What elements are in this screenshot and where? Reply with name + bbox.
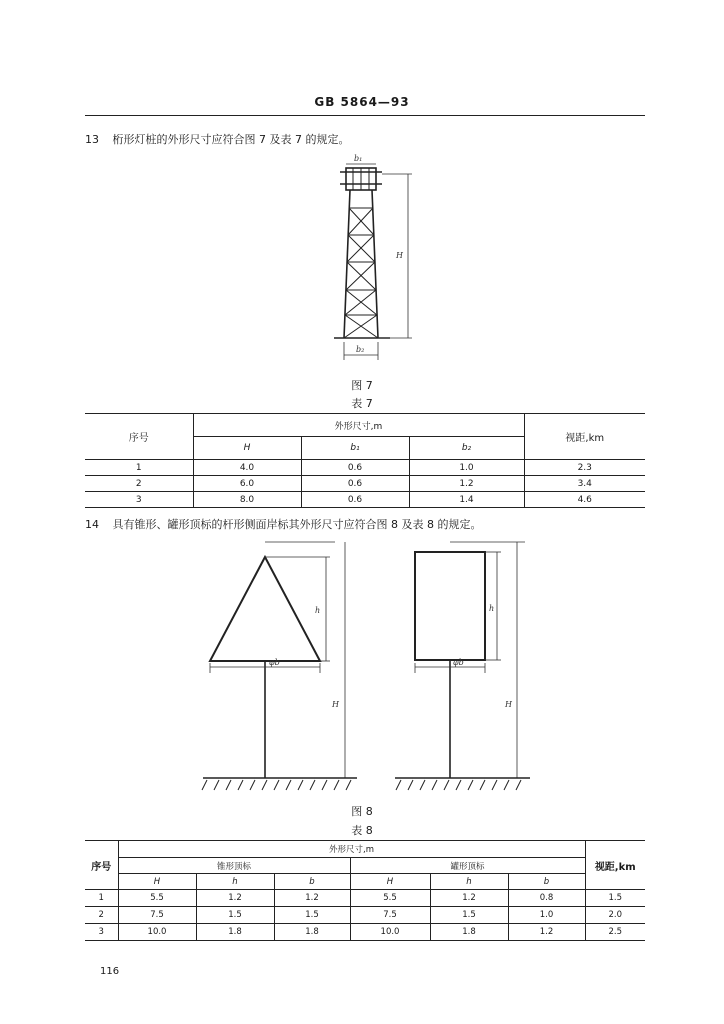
t8-cell: 2 <box>85 907 118 924</box>
t8-cell: 2.5 <box>585 924 645 941</box>
clause-13-number: 13 <box>85 133 99 146</box>
fig7-label-H: H <box>396 251 403 260</box>
t8-cell: 5.5 <box>118 890 196 907</box>
figure-8-caption: 图 8 <box>351 805 373 818</box>
t7-header-range: 视距,km <box>524 414 645 460</box>
t8-cell: 7.5 <box>350 907 430 924</box>
can-topmark-beacon <box>395 542 530 790</box>
table-row <box>85 460 645 476</box>
table-row <box>85 476 645 492</box>
t7-cell: 0.6 <box>301 476 409 492</box>
t8-cell: 1.8 <box>274 924 350 941</box>
t8-cell: 3 <box>98 927 104 937</box>
t7-cell: 8.0 <box>193 492 301 508</box>
clause-14-number: 14 <box>85 518 99 531</box>
t7-cell: 1.0 <box>409 460 524 476</box>
t8-cell: 2.0 <box>585 907 645 924</box>
table-8-title: 表 8 <box>351 824 373 837</box>
figure-8-beacons <box>195 535 545 800</box>
t7-cell: 6.0 <box>193 476 301 492</box>
t8-header-cone: 锥形顶标 <box>118 858 350 874</box>
table-row <box>85 890 645 907</box>
t8-header-can-h: h <box>430 874 508 890</box>
table-8 <box>85 840 645 941</box>
t7-cell: 2.3 <box>524 460 645 476</box>
t8-cell: 7.5 <box>118 907 196 924</box>
t8-cell: 1.2 <box>508 924 585 941</box>
fig8-cone-label-h: h <box>315 606 321 615</box>
t8-cell: 1.2 <box>430 890 508 907</box>
page-number: 116 <box>100 966 120 977</box>
t7-cell: 1.2 <box>409 476 524 492</box>
standard-header: GB 5864—93 <box>314 95 410 109</box>
t7-cell: 1.4 <box>409 492 524 508</box>
t7-header-b2: b₂ <box>409 437 524 460</box>
clause-14-text: 具有锥形、罐形顶标的杆形侧面岸标其外形尺寸应符合图 8 及表 8 的规定。 <box>112 518 482 531</box>
t7-cell: 0.6 <box>301 460 409 476</box>
t8-cell: 1.8 <box>196 924 274 941</box>
t8-cell: 10.0 <box>350 924 430 941</box>
t8-header-can: 罐形顶标 <box>350 858 585 874</box>
clause-13 <box>85 131 349 147</box>
t8-cell: 1.5 <box>196 907 274 924</box>
table-row <box>85 492 645 508</box>
table-row <box>85 924 645 941</box>
t7-cell: 1 <box>85 460 193 476</box>
t7-cell: 2 <box>85 476 193 492</box>
fig7-label-b1: b₁ <box>354 154 363 163</box>
t8-header-seq: 序号 <box>85 841 118 890</box>
table-7-title: 表 7 <box>351 397 373 410</box>
t8-cell: 1.8 <box>430 924 508 941</box>
t8-cell: 1 <box>85 890 118 907</box>
table-row <box>85 907 645 924</box>
fig8-cone-label-phib: φb <box>269 658 280 667</box>
t7-header-group: 外形尺寸,m <box>193 414 524 437</box>
fig8-can-label-H: H <box>505 700 512 709</box>
t8-header-cone-H: H <box>118 874 196 890</box>
t8-header-cone-h: h <box>196 874 274 890</box>
fig8-can-label-phib: φb <box>453 658 464 667</box>
fig8-can-label-h: h <box>489 604 495 613</box>
t7-header-b1: b₁ <box>301 437 409 460</box>
t7-cell: 0.6 <box>301 492 409 508</box>
fig7-label-b2: b₂ <box>356 345 365 354</box>
t8-header-group: 外形尺寸,m <box>118 841 585 858</box>
t8-cell: 5.5 <box>350 890 430 907</box>
header-rule <box>85 115 645 116</box>
t8-cell: 1.5 <box>585 890 645 907</box>
figure-7-caption: 图 7 <box>351 379 373 392</box>
fig8-cone-label-H: H <box>332 700 339 709</box>
t8-header-can-b: b <box>508 874 585 890</box>
t8-header-can-H: H <box>350 874 430 890</box>
t8-cell: 1.5 <box>274 907 350 924</box>
clause-14 <box>85 516 481 532</box>
table-7 <box>85 413 645 508</box>
t7-cell: 3.4 <box>524 476 645 492</box>
t7-header-seq: 序号 <box>85 414 193 460</box>
t7-cell: 3 <box>135 494 142 505</box>
t8-cell: 1.2 <box>274 890 350 907</box>
t8-header-cone-b: b <box>274 874 350 890</box>
t7-header-H: H <box>193 437 301 460</box>
t8-cell: 10.0 <box>118 924 196 941</box>
figure-7-lattice-tower <box>320 150 440 375</box>
t8-cell: 1.5 <box>430 907 508 924</box>
clause-13-text: 桁形灯桩的外形尺寸应符合图 7 及表 7 的规定。 <box>112 133 350 146</box>
t7-cell: 4.0 <box>193 460 301 476</box>
cone-topmark-beacon <box>202 542 357 790</box>
t7-cell: 4.6 <box>524 492 645 508</box>
t8-cell: 1.0 <box>508 907 585 924</box>
t8-header-range: 视距,km <box>585 841 645 890</box>
t8-cell: 0.8 <box>508 890 585 907</box>
t8-cell: 1.2 <box>196 890 274 907</box>
